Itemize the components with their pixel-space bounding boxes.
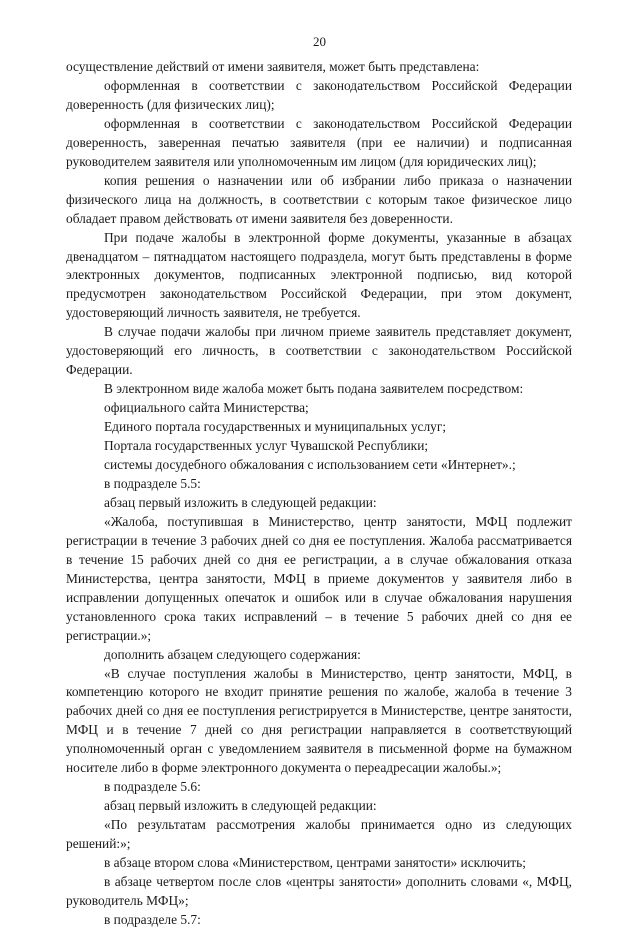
page-number: 20 — [313, 34, 326, 49]
paragraph: В электронном виде жалоба может быть подана заявителем посредством: — [104, 381, 524, 397]
paragraph: в подразделе 5.7: — [104, 911, 201, 927]
paragraph: абзац первый изложить в следующей редакции: — [104, 798, 377, 814]
paragraph: системы досудебного обжалования с использованием сети «Интернет».; — [104, 457, 516, 473]
paragraph: В случае подачи жалобы при личном приеме заявитель представляет документ, удостоверяющий его личность, в соответствии с законодательством Российской Федерации. — [66, 324, 572, 378]
paragraph: в абзаце втором слова «Министерством, центрами занятости» исключить; — [104, 855, 526, 871]
paragraph: При подаче жалобы в электронной форме документы, указанные в абзацах двенадцатом – пятнадцатом настоящего подраздела, могут быть представлены в форме электронных документов, подписанных электронной подписью, вид которой предусмотрен законодательством Российской Федерации, при этом документ, удостоверяющий личность заявителя, не требуется. — [66, 229, 572, 321]
paragraph: Портала государственных услуг Чувашской Республики; — [104, 438, 429, 454]
paragraph: официального сайта Министерства; — [104, 400, 309, 416]
paragraph: копия решения о назначении или об избрании либо приказа о назначении физического лица на должность, в соответствии с которым такое физическое лицо обладает правом действовать от имени заявителя без доверенности. — [66, 172, 572, 226]
paragraph: «В случае поступления жалобы в Министерство, центр занятости, МФЦ, в компетенцию которого не входит принятие решения по жалобе, жалоба в течение 3 рабочих дней со дня ее поступления регистрируется в Министерстве, центре занятости, МФЦ и в течение 7 дней со дня регистрации направляется в соответствующий уполномоченный орган с уведомлением заявителя в письменной форме на бумажном носителе либо в форме электронного документа о переадресации жалобы.»; — [66, 665, 572, 776]
paragraph: в абзаце четвертом после слов «центры занятости» дополнить словами «, МФЦ, руководитель МФЦ»; — [66, 873, 572, 908]
paragraph: «Жалоба, поступившая в Министерство, центр занятости, МФЦ подлежит регистрации в течение 3 рабочих дней со дня ее поступления. Жалоба рассматривается в течение 15 рабочих дней со дня ее регистрации, а в случае обжалования отказа Министерства, центра занятости, МФЦ в приеме документов у заявителя либо в исправлении допущенных опечаток и ошибок или в случае обжалования нарушения установленного срока таких исправлений – в течение 5 рабочих дней со дня ее регистрации.»; — [66, 513, 572, 643]
paragraph: оформленная в соответствии с законодательством Российской Федерации доверенность (для физических лиц); — [66, 77, 572, 112]
paragraph: Единого портала государственных и муниципальных услуг; — [104, 419, 447, 435]
paragraph: осуществление действий от имени заявителя, может быть представлена: — [66, 59, 480, 74]
paragraph: «По результатам рассмотрения жалобы принимается одно из следующих решений:»; — [66, 817, 572, 852]
paragraph: дополнить абзацем следующего содержания: — [104, 646, 361, 662]
paragraph: оформленная в соответствии с законодательством Российской Федерации доверенность, заверенная печатью заявителя (при ее наличии) и подписанная руководителем заявителя или уполномоченным им лицом (для юридических лиц); — [66, 115, 572, 169]
paragraph: в подразделе 5.6: — [104, 779, 201, 795]
paragraph: абзац первый изложить в следующей редакции: — [104, 494, 377, 510]
paragraph: в подразделе 5.5: — [104, 475, 201, 491]
document-body — [66, 58, 572, 930]
